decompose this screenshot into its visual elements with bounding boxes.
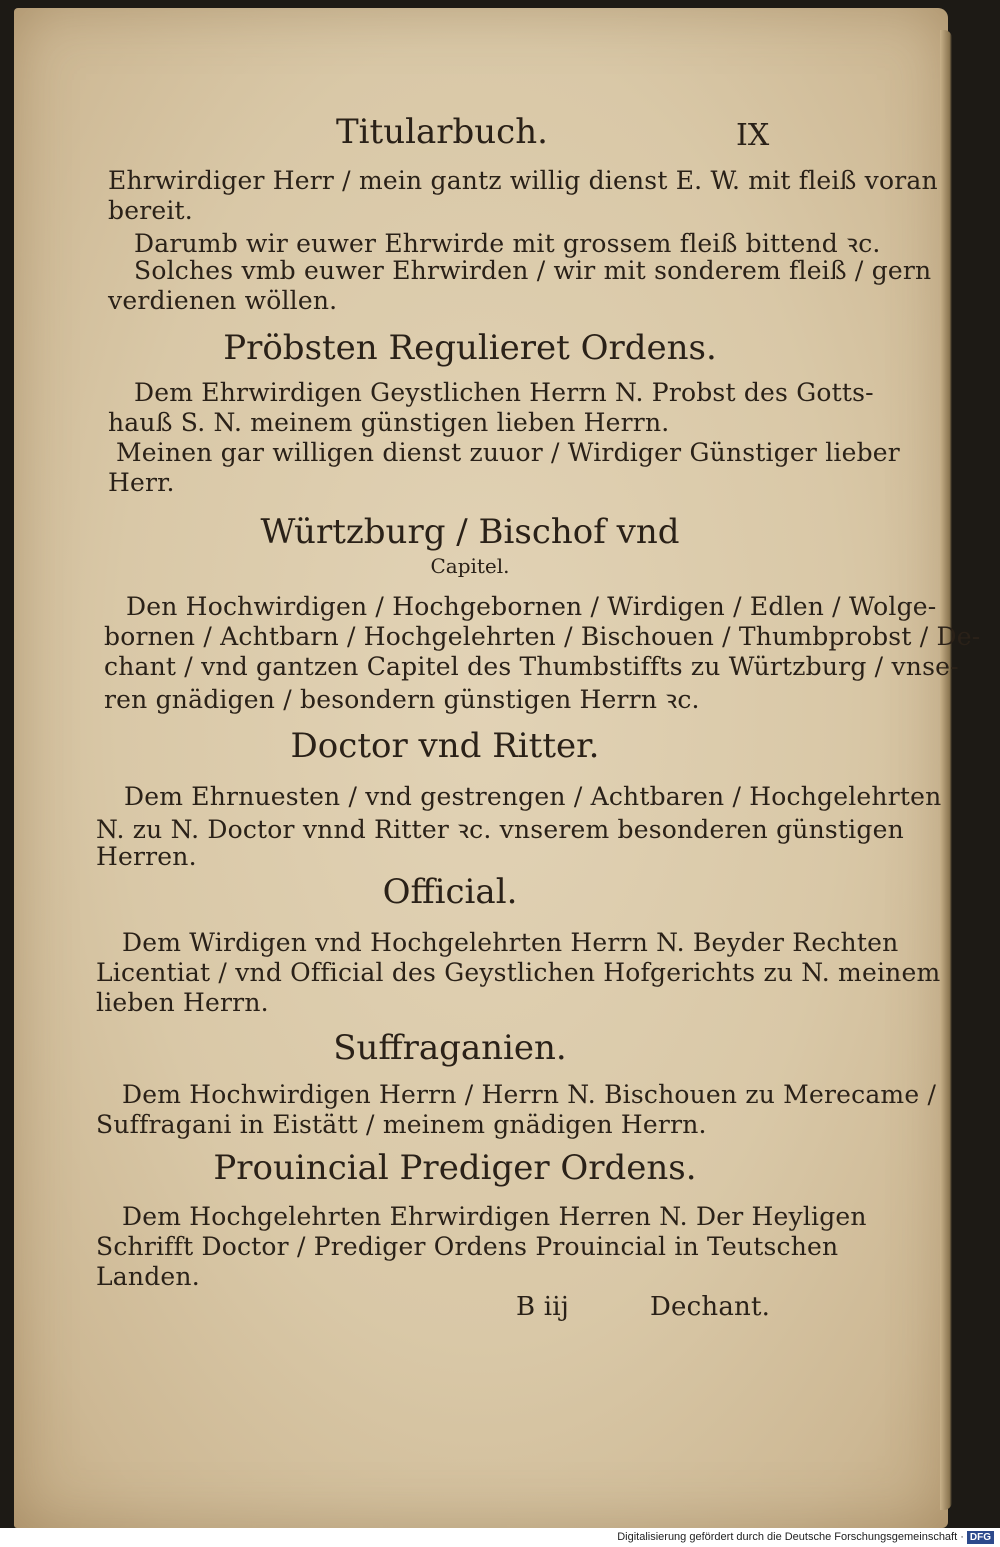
text-line: Dem Ehrnuesten / vnd gestrengen / Achtbaren / Hochgelehrten	[124, 782, 942, 811]
text-line: Meinen gar willigen dienst zuuor / Wirdiger Günstiger lieber	[116, 438, 900, 467]
footer-credit-bar	[0, 1528, 1000, 1547]
section-heading: Official.	[382, 872, 518, 912]
folio-number: IX	[736, 118, 770, 153]
text-line: verdienen wöllen.	[108, 286, 338, 315]
text-line: Herr.	[108, 468, 175, 497]
text-line: Ehrwirdiger Herr / mein gantz willig dienst E. W. mit fleiß voran	[108, 166, 938, 195]
text-line: Den Hochwirdigen / Hochgebornen / Wirdigen / Edlen / Wolge-	[126, 592, 937, 621]
text-line: Landen.	[96, 1262, 200, 1291]
text-line: Dem Wirdigen vnd Hochgelehrten Herrn N. Beyder Rechten	[122, 928, 899, 957]
text-line: Solches vmb euwer Ehrwirden / wir mit sonderem fleiß / gern	[134, 256, 932, 285]
section-heading: Suffraganien.	[333, 1028, 567, 1068]
footer-credit-text: Digitalisierung gefördert durch die Deutsche Forschungsgemeinschaft ·	[617, 1531, 964, 1543]
signature-mark: B iij	[516, 1292, 570, 1322]
text-line: Darumb wir euwer Ehrwirde mit grossem fleiß bittend ꝛc.	[134, 229, 881, 258]
text-line: Herren.	[96, 842, 197, 871]
text-line: ren gnädigen / besondern günstigen Herrn ꝛc.	[104, 685, 700, 714]
text-line: Licentiat / vnd Official des Geystlichen Hofgerichts zu N. meinem	[96, 958, 941, 987]
section-heading: Prouincial Prediger Ordens.	[213, 1148, 697, 1188]
text-line: chant / vnd gantzen Capitel des Thumbstiffts zu Würtzburg / vnse-	[104, 652, 959, 681]
section-heading: Pröbsten Regulieret Ordens.	[223, 328, 717, 368]
text-line: Suffragani in Eistätt / meinem gnädigen Herrn.	[96, 1110, 707, 1139]
section-heading: Würtzburg / Bischof vnd	[260, 512, 680, 552]
text-line: Schrifft Doctor / Prediger Ordens Prouincial in Teutschen	[96, 1232, 839, 1261]
text-line: lieben Herrn.	[96, 988, 269, 1017]
text-line: Dem Ehrwirdigen Geystlichen Herrn N. Probst des Gotts-	[134, 378, 874, 407]
section-heading: Doctor vnd Ritter.	[290, 726, 600, 766]
dfg-logo: DFG	[967, 1531, 994, 1544]
running-head-title: Titularbuch.	[336, 112, 548, 152]
text-line: hauß S. N. meinem günstigen lieben Herrn.	[108, 408, 670, 437]
text-line: N. zu N. Doctor vnnd Ritter ꝛc. vnserem besonderen günstigen	[96, 815, 904, 844]
section-subheading: Capitel.	[430, 554, 510, 578]
text-line: Dem Hochgelehrten Ehrwirdigen Herren N. Der Heyligen	[122, 1202, 867, 1231]
text-line: bornen / Achtbarn / Hochgelehrten / Bischouen / Thumbprobst / De-	[104, 622, 981, 651]
catchword: Dechant.	[650, 1292, 771, 1322]
text-line: bereit.	[108, 196, 193, 225]
text-line: Dem Hochwirdigen Herrn / Herrn N. Bischouen zu Merecame /	[122, 1080, 937, 1109]
